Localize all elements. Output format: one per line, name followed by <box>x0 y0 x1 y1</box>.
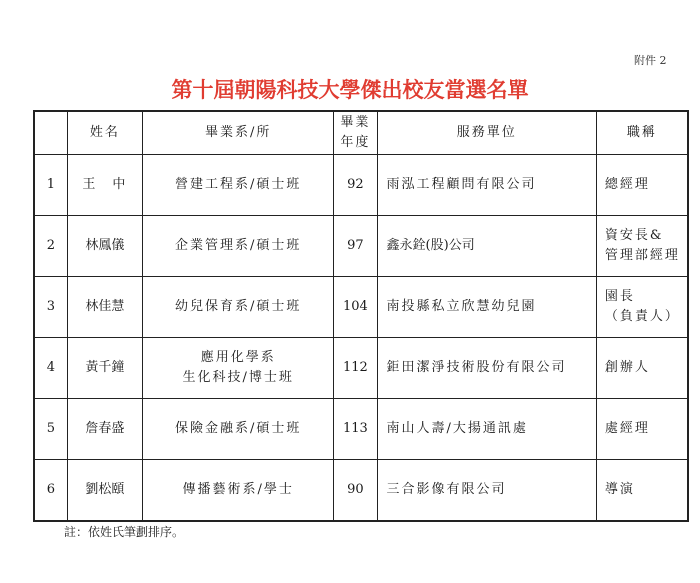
alumni-department <box>143 155 334 216</box>
job-title-line: 總經理 <box>604 177 650 192</box>
header-department: 畢業系/所 <box>143 111 334 155</box>
header-name: 姓名 <box>67 111 142 155</box>
job-title-line: 處經理 <box>604 421 650 436</box>
row-index: 2 <box>34 216 67 277</box>
job-title <box>596 155 688 216</box>
graduation-year: 113 <box>334 399 377 460</box>
alumni-name: 王 中 <box>67 155 142 216</box>
graduation-year: 90 <box>334 460 377 522</box>
graduation-year: 97 <box>334 216 377 277</box>
job-title-line: （負責人） <box>604 309 680 324</box>
table-row <box>34 338 688 399</box>
header-year-line2: 年度 <box>340 135 371 150</box>
department-line: 企業管理系/碩士班 <box>175 238 302 253</box>
table-row <box>34 460 688 522</box>
alumni-name: 詹春盛 <box>67 399 142 460</box>
alumni-department <box>143 338 334 399</box>
alumni-name: 林鳳儀 <box>67 216 142 277</box>
table-row <box>34 216 688 277</box>
department-line: 保險金融系/碩士班 <box>175 421 302 436</box>
alumni-department <box>143 399 334 460</box>
department-line: 營建工程系/碩士班 <box>175 177 302 192</box>
alumni-department <box>143 216 334 277</box>
table-row <box>34 277 688 338</box>
graduation-year: 92 <box>334 155 377 216</box>
job-title-line: 管理部經理 <box>604 248 680 263</box>
job-title <box>596 399 688 460</box>
header-index <box>34 111 67 155</box>
header-job-title: 職稱 <box>596 111 688 155</box>
table-header-row <box>34 111 688 155</box>
job-title <box>596 277 688 338</box>
table-row <box>34 399 688 460</box>
organization: 南投縣私立欣慧幼兒園 <box>377 277 596 338</box>
organization: 鑫永銓(股)公司 <box>377 216 596 277</box>
organization: 鉅田潔淨技術股份有限公司 <box>377 338 596 399</box>
department-line: 應用化學系 <box>200 350 276 365</box>
graduation-year: 112 <box>334 338 377 399</box>
header-year <box>334 111 377 155</box>
job-title-line: 園長 <box>604 289 635 304</box>
attachment-label: 附件 2 <box>634 54 667 67</box>
table-row <box>34 155 688 216</box>
alumni-name: 林佳慧 <box>67 277 142 338</box>
row-index: 3 <box>34 277 67 338</box>
row-index: 6 <box>34 460 67 522</box>
header-year-line1: 畢業 <box>340 115 371 130</box>
alumni-name: 劉松頤 <box>67 460 142 522</box>
department-line: 傳播藝術系/學士 <box>182 482 294 497</box>
organization: 南山人壽/大揚通訊處 <box>377 399 596 460</box>
job-title-line: 創辦人 <box>604 360 650 375</box>
organization: 三合影像有限公司 <box>377 460 596 522</box>
job-title-line: 導演 <box>604 482 635 497</box>
footnote: 註：依姓氏筆劃排序。 <box>64 525 185 539</box>
job-title <box>596 460 688 522</box>
header-organization: 服務單位 <box>377 111 596 155</box>
organization: 雨泓工程顧問有限公司 <box>377 155 596 216</box>
alumni-name: 黃千鐘 <box>67 338 142 399</box>
document-title: 第十屆朝陽科技大學傑出校友當選名單 <box>171 78 529 102</box>
alumni-department <box>143 460 334 522</box>
alumni-table <box>33 110 689 522</box>
job-title-line: 資安長& <box>604 228 664 243</box>
department-line: 幼兒保育系/碩士班 <box>175 299 302 314</box>
job-title <box>596 338 688 399</box>
row-index: 4 <box>34 338 67 399</box>
row-index: 1 <box>34 155 67 216</box>
job-title <box>596 216 688 277</box>
department-line: 生化科技/博士班 <box>182 370 294 385</box>
row-index: 5 <box>34 399 67 460</box>
graduation-year: 104 <box>334 277 377 338</box>
alumni-department <box>143 277 334 338</box>
